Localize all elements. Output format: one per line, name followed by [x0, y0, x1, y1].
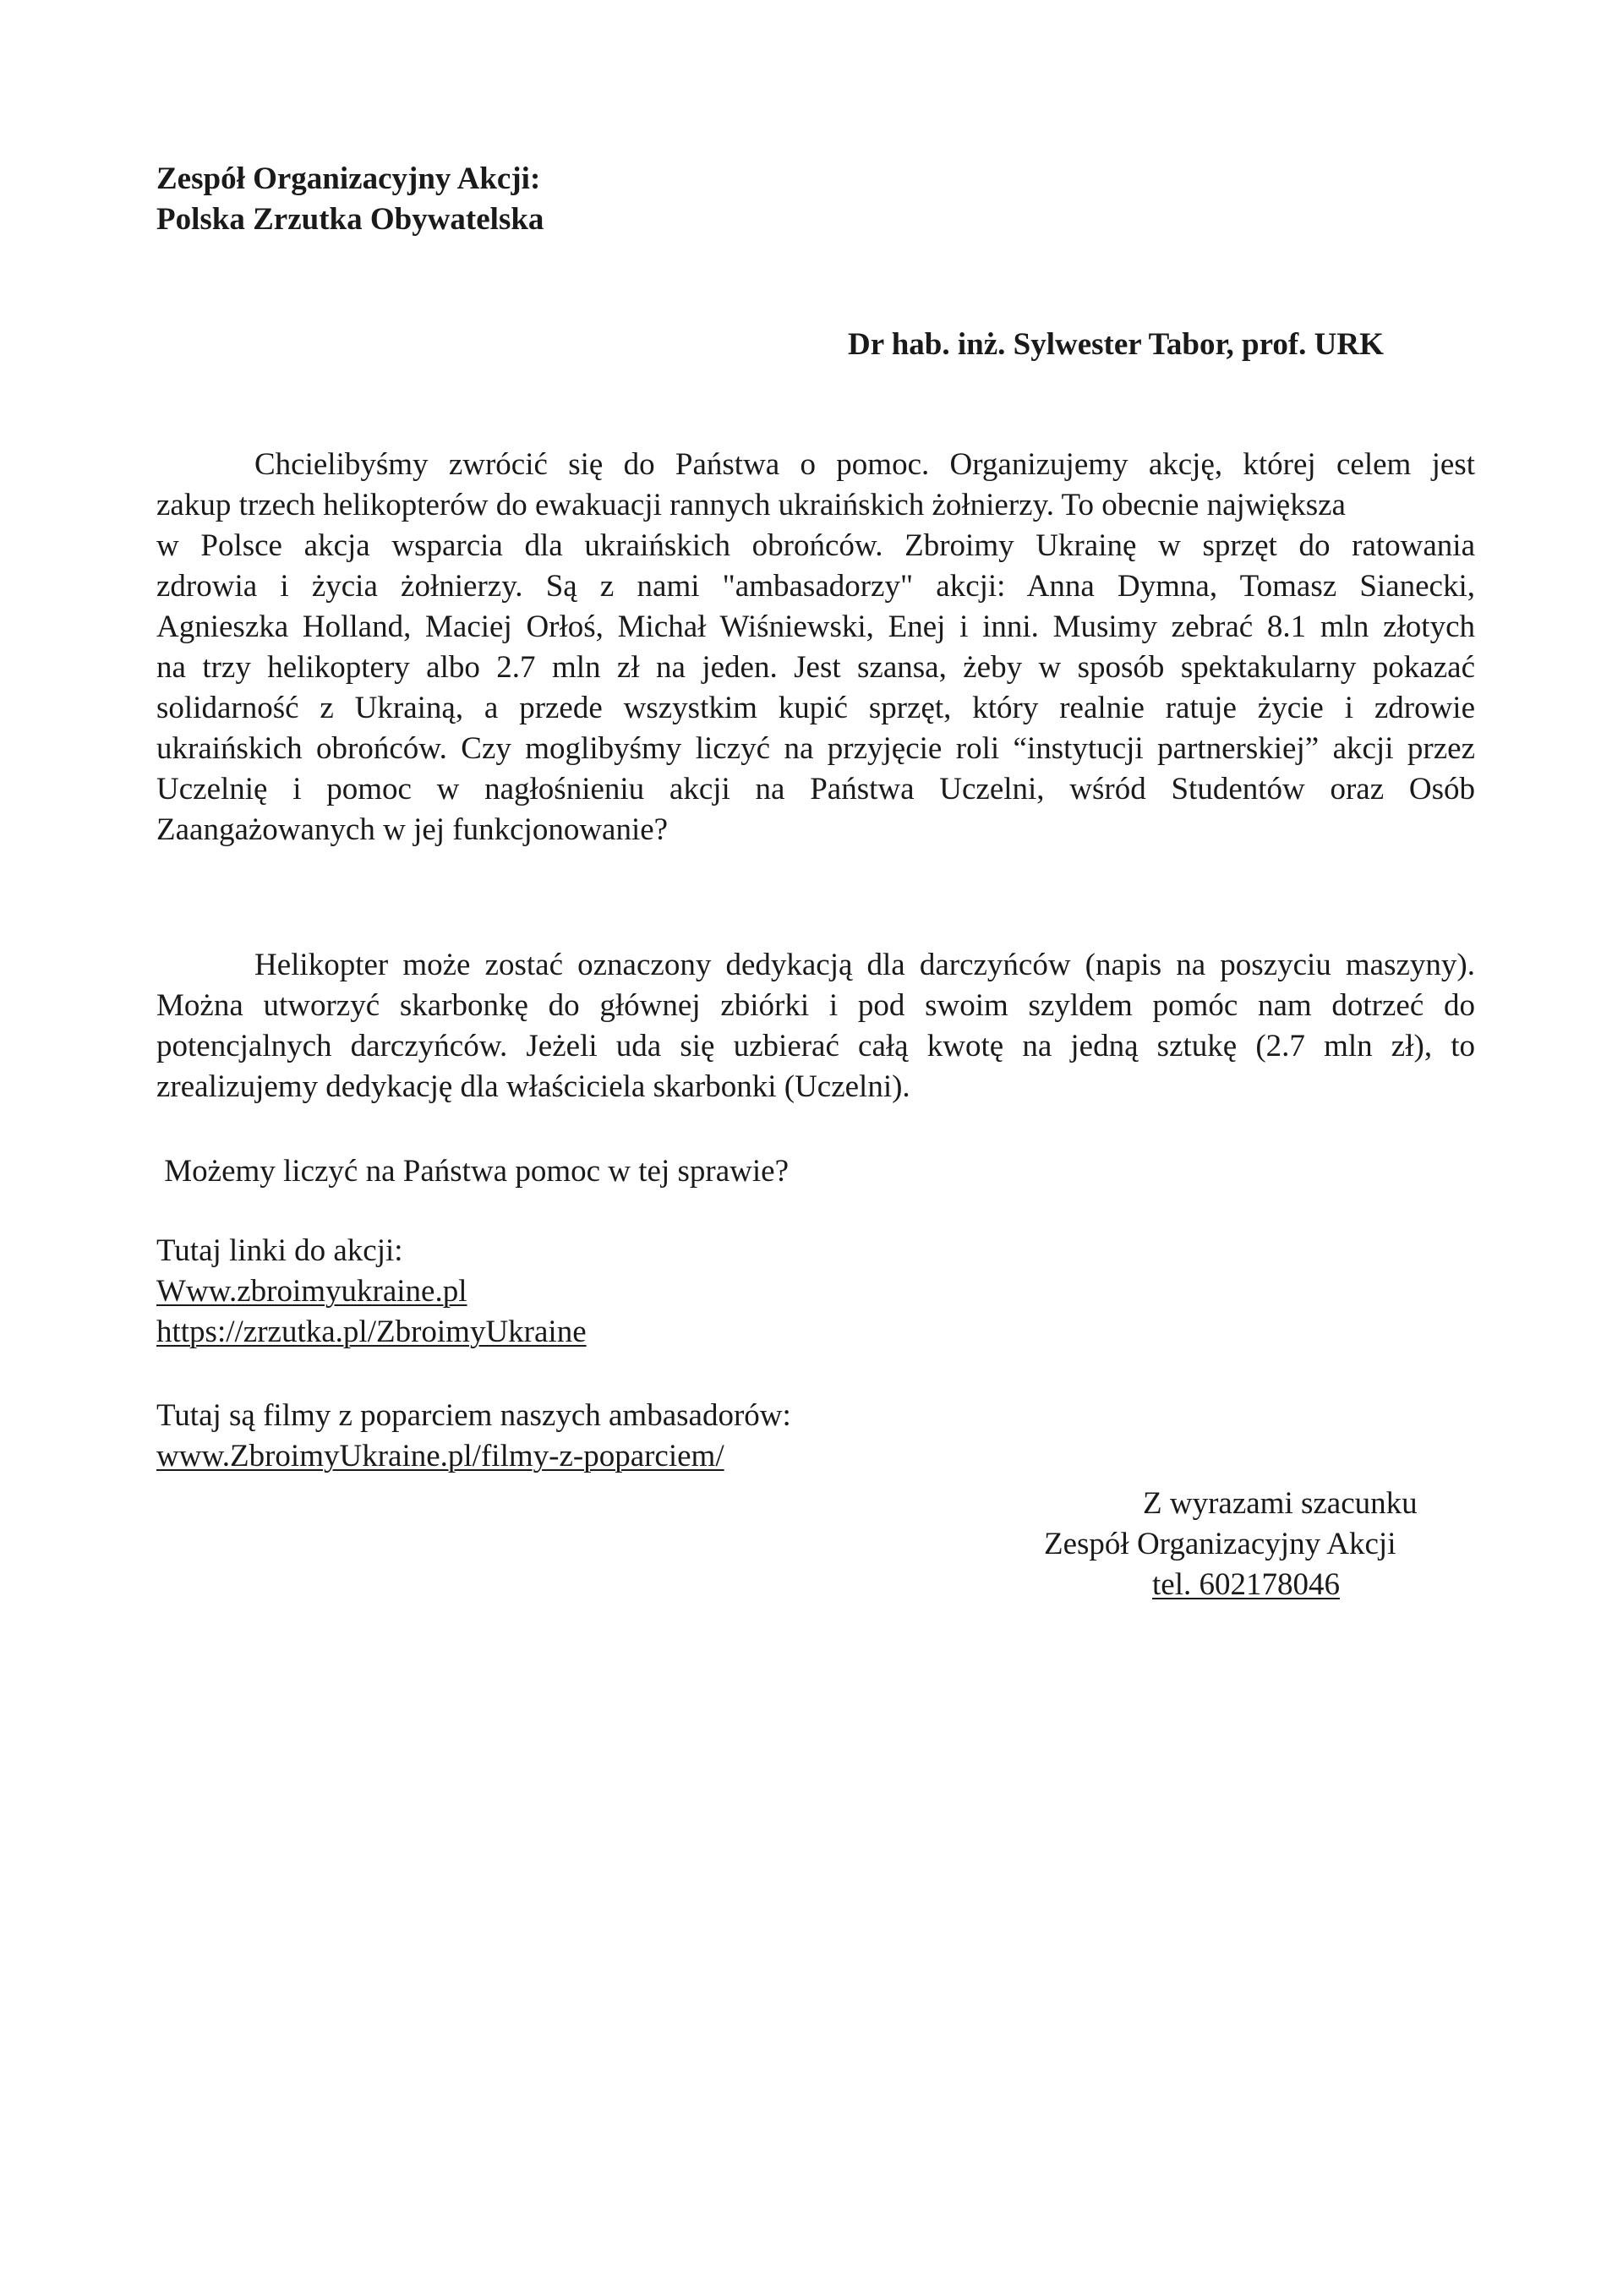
- links-intro: Tutaj linki do akcji:: [156, 1233, 403, 1268]
- paragraph-2-line: zrealizujemy dedykację dla właściciela skarbonki (Uczelni).: [156, 1069, 910, 1104]
- paragraph-1-line: zdrowia i życia żołnierzy. Są z nami "ambasadorzy" akcji: Anna Dymna, Tomasz Sianecki,: [156, 569, 1475, 604]
- paragraph-1-line: w Polsce akcja wsparcia dla ukraińskich obrońców. Zbroimy Ukrainę w sprzęt do ratowania: [156, 528, 1475, 563]
- sender-line-1: Zespół Organizacyjny Akcji:: [156, 161, 541, 196]
- paragraph-1-line: Agnieszka Holland, Maciej Orłoś, Michał Wiśniewski, Enej i inni. Musimy zebrać 8.1 mln złotych: [156, 610, 1475, 644]
- films-intro: Tutaj są filmy z poparciem naszych ambasadorów:: [156, 1398, 791, 1433]
- closing-phone: tel. 602178046: [1152, 1567, 1340, 1602]
- link-zbroimyukraine[interactable]: Www.zbroimyukraine.pl: [156, 1274, 467, 1309]
- paragraph-1-line: ukraińskich obrońców. Czy moglibyśmy liczyć na przyjęcie roli “instytucji partnerskiej” akcji przez: [156, 731, 1475, 766]
- recipient: Dr hab. inż. Sylwester Tabor, prof. URK: [848, 327, 1384, 362]
- paragraph-2: [156, 945, 1475, 1107]
- paragraph-1-line: na trzy helikoptery albo 2.7 mln zł na jeden. Jest szansa, żeby w sposób spektakularny pokazać: [156, 650, 1475, 685]
- paragraph-2-line: Można utworzyć skarbonkę do głównej zbiórki i pod swoim szyldem pomóc nam dotrzeć do: [156, 988, 1475, 1023]
- paragraph-2-line: Helikopter może zostać oznaczony dedykacją dla darczyńców (napis na poszyciu maszyny).: [254, 948, 1475, 982]
- paragraph-1: [156, 445, 1475, 850]
- closing-team: Zespół Organizacyjny Akcji: [1044, 1527, 1396, 1561]
- sender-line-2: Polska Zrzutka Obywatelska: [156, 202, 544, 237]
- link-films[interactable]: www.ZbroimyUkraine.pl/filmy-z-poparciem/: [156, 1439, 724, 1473]
- link-zrzutka[interactable]: https://zrzutka.pl/ZbroimyUkraine: [156, 1315, 587, 1349]
- paragraph-1-line: solidarność z Ukrainą, a przede wszystkim kupić sprzęt, który realnie ratuje życie i zdrowie: [156, 691, 1475, 725]
- question: Możemy liczyć na Państwa pomoc w tej sprawie?: [156, 1154, 789, 1189]
- paragraph-2-line: potencjalnych darczyńców. Jeżeli uda się uzbierać całą kwotę na jedną sztukę (2.7 mln zł), to: [156, 1029, 1475, 1063]
- paragraph-1-line: zakup trzech helikopterów do ewakuacji rannych ukraińskich żołnierzy. To obecnie największa: [156, 488, 1346, 522]
- paragraph-1-line: Chcielibyśmy zwrócić się do Państwa o pomoc. Organizujemy akcję, której celem jest: [254, 447, 1475, 482]
- paragraph-1-line: Uczelnię i pomoc w nagłośnieniu akcji na Państwa Uczelni, wśród Studentów oraz Osób: [156, 772, 1475, 806]
- paragraph-1-line: Zaangażowanych w jej funkcjonowanie?: [156, 812, 669, 847]
- closing-regards: Z wyrazami szacunku: [1143, 1486, 1418, 1521]
